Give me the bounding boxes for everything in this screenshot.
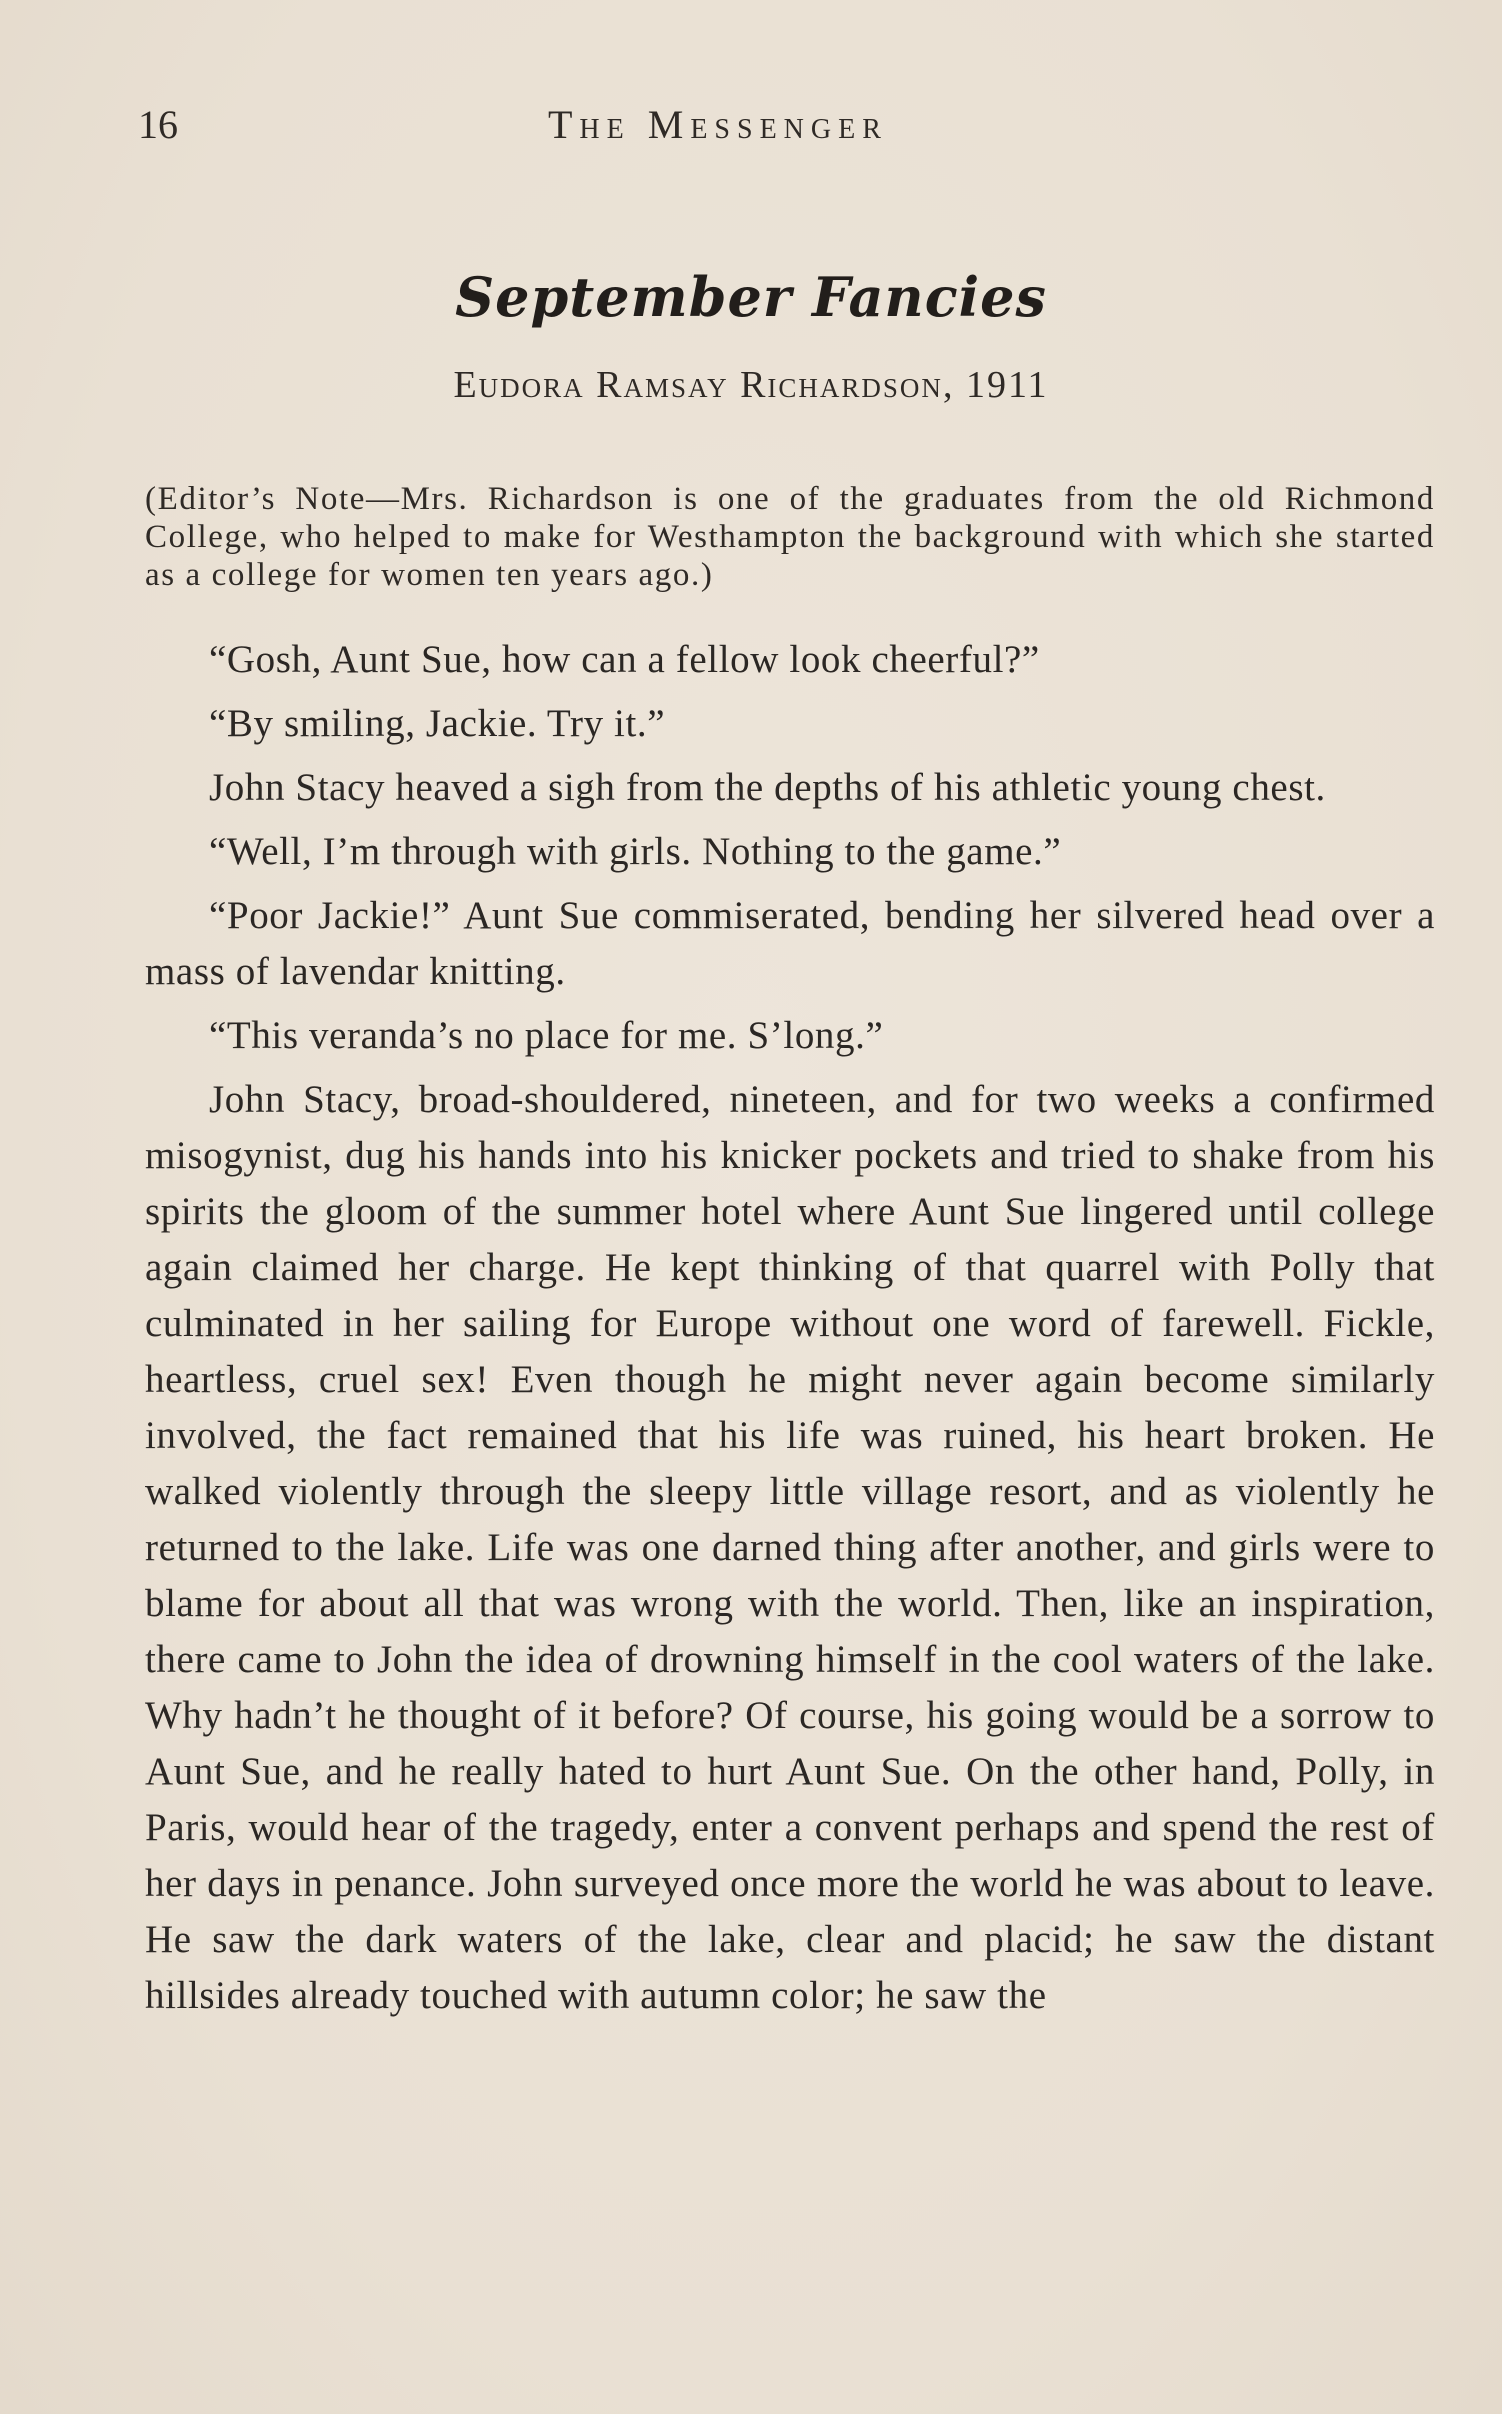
- page-number: 16: [138, 102, 178, 147]
- author-name: Eudora Ramsay Richardson: [453, 364, 943, 406]
- paragraph: John Stacy, broad-shouldered, nineteen, and for two weeks a confirmed misogynist, dug his hands into his knicker pockets and tried to shake from his spirits the gloom of the summer hotel where Aunt Sue lingered until college again claimed her charge. He kept thinking of that quarrel with Polly that culminated in her sailing for Europe without one word of farewell. Fickle, heartless, cruel sex! Even though he might never again become similarly involved, the fact remained that his life was ruined, his heart broken. He walked violently through the sleepy little village resort, and as violently he returned to the lake. Life was one darned thing after another, and girls were to blame for about all that was wrong with the world. Then, like an inspiration, there came to John the idea of drowning himself in the cool waters of the lake. Why hadn’t he thought of it before? Of course, his going would be a sorrow to Aunt Sue, and he really hated to hurt Aunt Sue. On the other hand, Polly, in Paris, would hear of the tragedy, enter a convent perhaps and spend the rest of her days in penance. John surveyed once more the world he was about to leave. He saw the dark waters of the lake, clear and placid; he saw the distant hillsides already touched with autumn color; he saw the: [145, 1078, 1435, 2017]
- paragraph: John Stacy heaved a sigh from the depths of his athletic young chest.: [209, 766, 1326, 809]
- journal-title: The Messenger: [548, 102, 888, 147]
- running-head: [138, 100, 1438, 160]
- paragraph: “This veranda’s no place for me. S’long.”: [209, 1014, 884, 1057]
- class-year: 1911: [965, 364, 1049, 406]
- editors-note: (Editor’s Note—Mrs. Richardson is one of the graduates from the old Richmond College, who helped to make for Westhampton the background with which she started as a college for women ten years ago.): [145, 481, 1435, 593]
- paragraph: “Gosh, Aunt Sue, how can a fellow look cheerful?”: [209, 638, 1040, 681]
- byline: Eudora Ramsay Richardson, 1911: [453, 364, 1049, 406]
- article-title: September Fancies: [455, 265, 1047, 329]
- paragraph: “Well, I’m through with girls. Nothing to the game.”: [209, 830, 1062, 873]
- paragraph: “By smiling, Jackie. Try it.”: [209, 702, 666, 745]
- article-body: [145, 632, 1435, 2032]
- paragraph: “Poor Jackie!” Aunt Sue commiserated, bending her silvered head over a mass of lavendar knitting.: [145, 894, 1435, 993]
